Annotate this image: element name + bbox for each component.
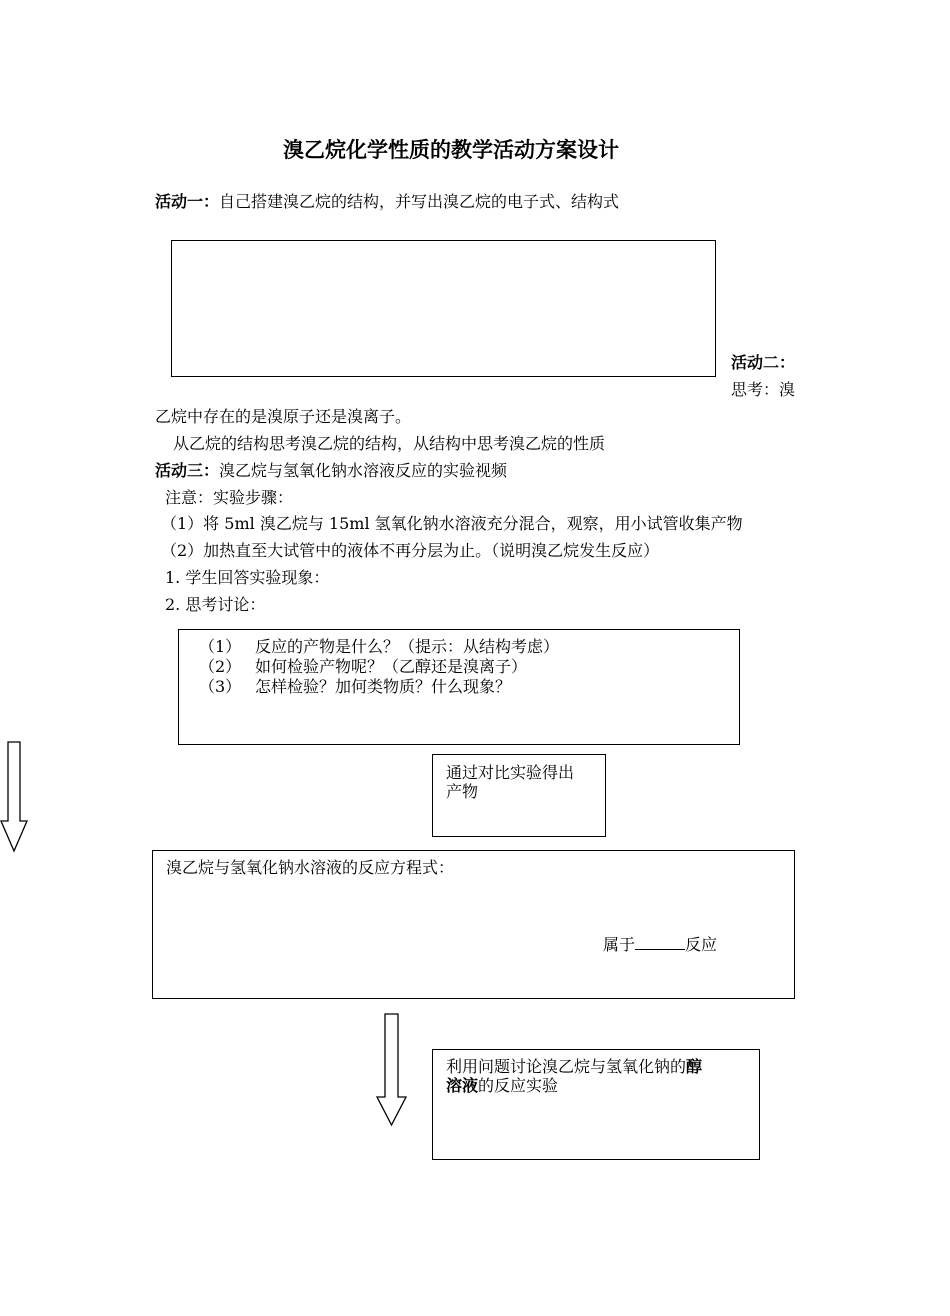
discussion-box (178, 629, 740, 745)
reaction-type-blank (635, 935, 685, 950)
down-arrow-icon (0, 741, 30, 853)
alcohol-line2-bold: 溶液 (446, 1076, 479, 1095)
discussion-text: 怎样检验？加何类物质？什么现象？ (255, 677, 512, 696)
equation-box (152, 850, 795, 999)
alcohol-line1-bold: 醇 (686, 1057, 703, 1076)
activity2-line2: 从乙烷的结构思考溴乙烷的结构，从结构中思考溴乙烷的性质 (173, 434, 606, 453)
compare-line2: 产物 (446, 782, 479, 801)
compare-line1: 通过对比实验得出 (446, 763, 575, 782)
activity2-think-prefix: 思考：溴 (731, 380, 796, 399)
discussion-text: 如何检验产物呢？（乙醇还是溴离子） (255, 657, 528, 676)
activity2-think-continue: 乙烷中存在的是溴原子还是溴离子。 (155, 407, 412, 426)
activity3-note: 注意：实验步骤： (165, 488, 294, 507)
activity3-label: 活动三： (155, 461, 220, 480)
discussion-text: 反应的产物是什么？（提示：从结构考虑） (255, 637, 560, 656)
discussion-item (199, 637, 559, 656)
activity3-line (155, 461, 507, 480)
belongs-prefix: 属于 (603, 935, 636, 954)
activity3-text: 溴乙烷与氢氧化钠水溶液反应的实验视频 (219, 461, 508, 480)
discussion-num: （2） (199, 657, 242, 676)
compare-box (432, 754, 606, 837)
activity1-line (155, 192, 619, 211)
discussion-num: （1） (199, 637, 242, 656)
alcohol-solution-box (432, 1049, 760, 1160)
activity1-label: 活动一： (155, 192, 220, 211)
discussion-item (199, 677, 511, 696)
discussion-num: （3） (199, 677, 242, 696)
alcohol-line1-text: 利用问题讨论溴乙烷与氢氧化钠的 (446, 1057, 687, 1076)
equation-label: 溴乙烷与氢氧化钠水溶液的反应方程式： (166, 858, 455, 877)
down-arrow-icon (376, 1013, 408, 1127)
alcohol-line2-text: 的反应实验 (478, 1076, 559, 1095)
activity3-step2: （2）加热直至大试管中的液体不再分层为止。（说明溴乙烷发生反应） (161, 541, 660, 560)
reaction-type-line (603, 935, 717, 954)
activity3-step1: （1）将 5ml 溴乙烷与 15ml 氢氧化钠水溶液充分混合，观察，用小试管收集产物 (161, 514, 743, 533)
discussion-item (199, 657, 527, 676)
activity1-text: 自己搭建溴乙烷的结构，并写出溴乙烷的电子式、结构式 (219, 192, 620, 211)
belongs-suffix: 反应 (685, 935, 718, 954)
alcohol-line2 (446, 1076, 558, 1095)
alcohol-line1 (446, 1057, 702, 1076)
activity3-item1: 1. 学生回答实验现象： (165, 568, 330, 587)
activity2-label: 活动二： (731, 353, 796, 372)
activity3-item2: 2. 思考讨论： (165, 595, 266, 614)
page-title: 溴乙烷化学性质的教学活动方案设计 (283, 137, 619, 162)
structure-answer-box (171, 240, 716, 377)
